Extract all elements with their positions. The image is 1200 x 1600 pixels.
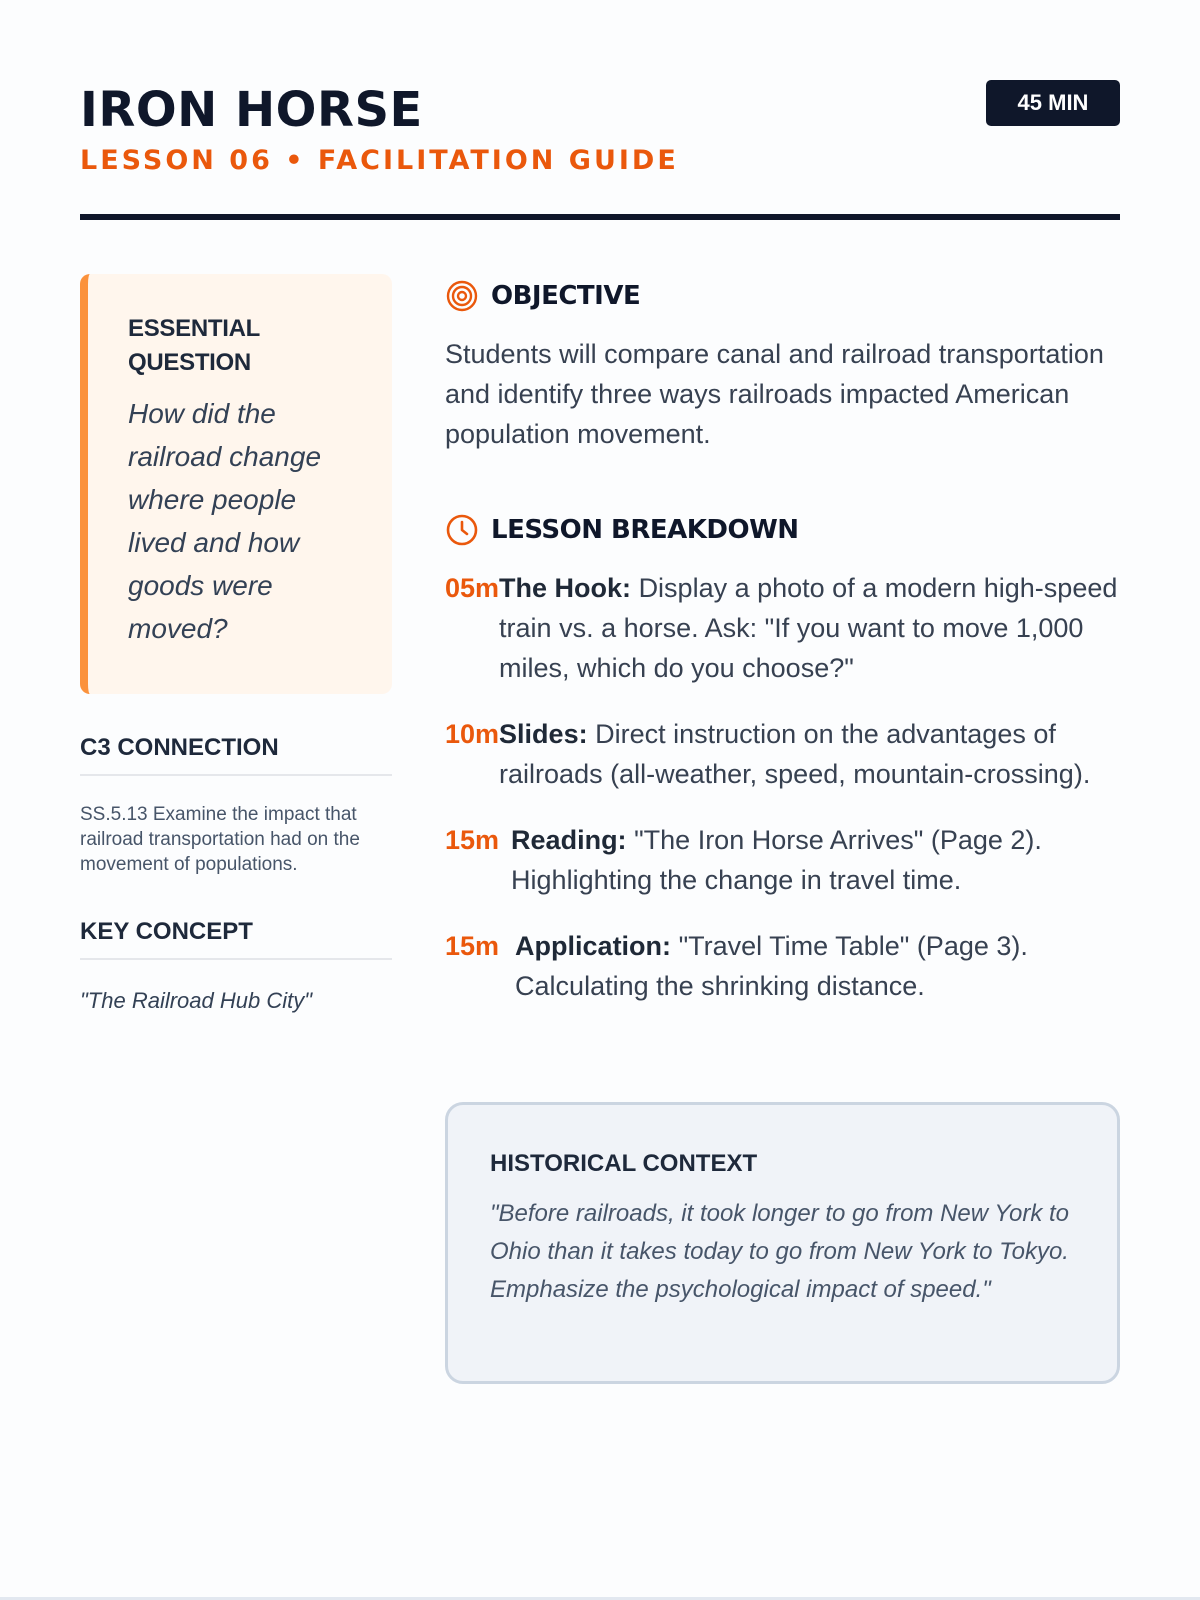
target-icon [445,279,479,313]
item-time: 15m [445,825,500,855]
lesson-breakdown-heading [445,512,799,548]
sidebar [80,274,392,1013]
lesson-page [80,0,1120,1597]
item-time: 05m [445,573,500,603]
c3-connection-label: C3 CONNECTION [80,732,392,776]
list-item [445,568,1120,688]
item-body [499,714,1120,794]
item-time: 15m [445,931,500,961]
item-body [511,820,1120,900]
item-body [499,568,1120,688]
lesson-breakdown-list [445,568,1120,1032]
page-header [80,78,1120,218]
essential-question-label: ESSENTIAL QUESTION [128,315,260,376]
list-item [445,820,1120,900]
item-body [515,926,1120,1006]
item-title: Reading: [511,825,627,855]
list-item [445,926,1120,1006]
clock-icon [445,513,479,547]
historical-context-card [445,1102,1120,1384]
item-text: Direct instruction on the advantages of railroads (all-weather, speed, mountain-crossing). [499,719,1091,789]
c3-connection-text: SS.5.13 Examine the impact that railroad transportation had on the movement of populations. [80,804,360,875]
essential-question-card [80,274,392,694]
item-text: Display a photo of a modern high-speed train vs. a horse. Ask: "If you want to move 1,000 miles, which do you choose?" [499,573,1118,683]
page-subtitle: LESSON 06 • FACILITATION GUIDE [80,145,679,176]
item-title: The Hook: [499,573,632,603]
duration-badge: 45 MIN [986,80,1120,126]
historical-context-text: "Before railroads, it took longer to go from New York to Ohio than it takes today to go from New York to Tokyo. Emphasize the psychological impact of speed." [490,1200,1070,1303]
item-title: Slides: [499,719,588,749]
item-text: "Travel Time Table" (Page 3). Calculating the shrinking distance. [515,931,1028,1001]
list-item [445,714,1120,794]
item-title: Application: [515,931,672,961]
lesson-breakdown-label: LESSON BREAKDOWN [491,515,799,545]
historical-context-label: HISTORICAL CONTEXT [490,1150,758,1177]
item-time: 10m [445,719,500,749]
objective-label: OBJECTIVE [491,281,641,311]
key-concept-text: "The Railroad Hub City" [80,988,313,1013]
objective-heading [445,278,640,314]
item-text: "The Iron Horse Arrives" (Page 2). Highlighting the change in travel time. [511,825,1042,895]
key-concept-label: KEY CONCEPT [80,916,392,960]
header-divider [80,214,1120,220]
page-title: IRON HORSE [80,82,423,138]
essential-question-text: How did the railroad change where people lived and how goods were moved? [128,398,322,644]
objective-text: Students will compare canal and railroad transportation and identify three ways railroads impacted American population movement. [445,339,1104,449]
